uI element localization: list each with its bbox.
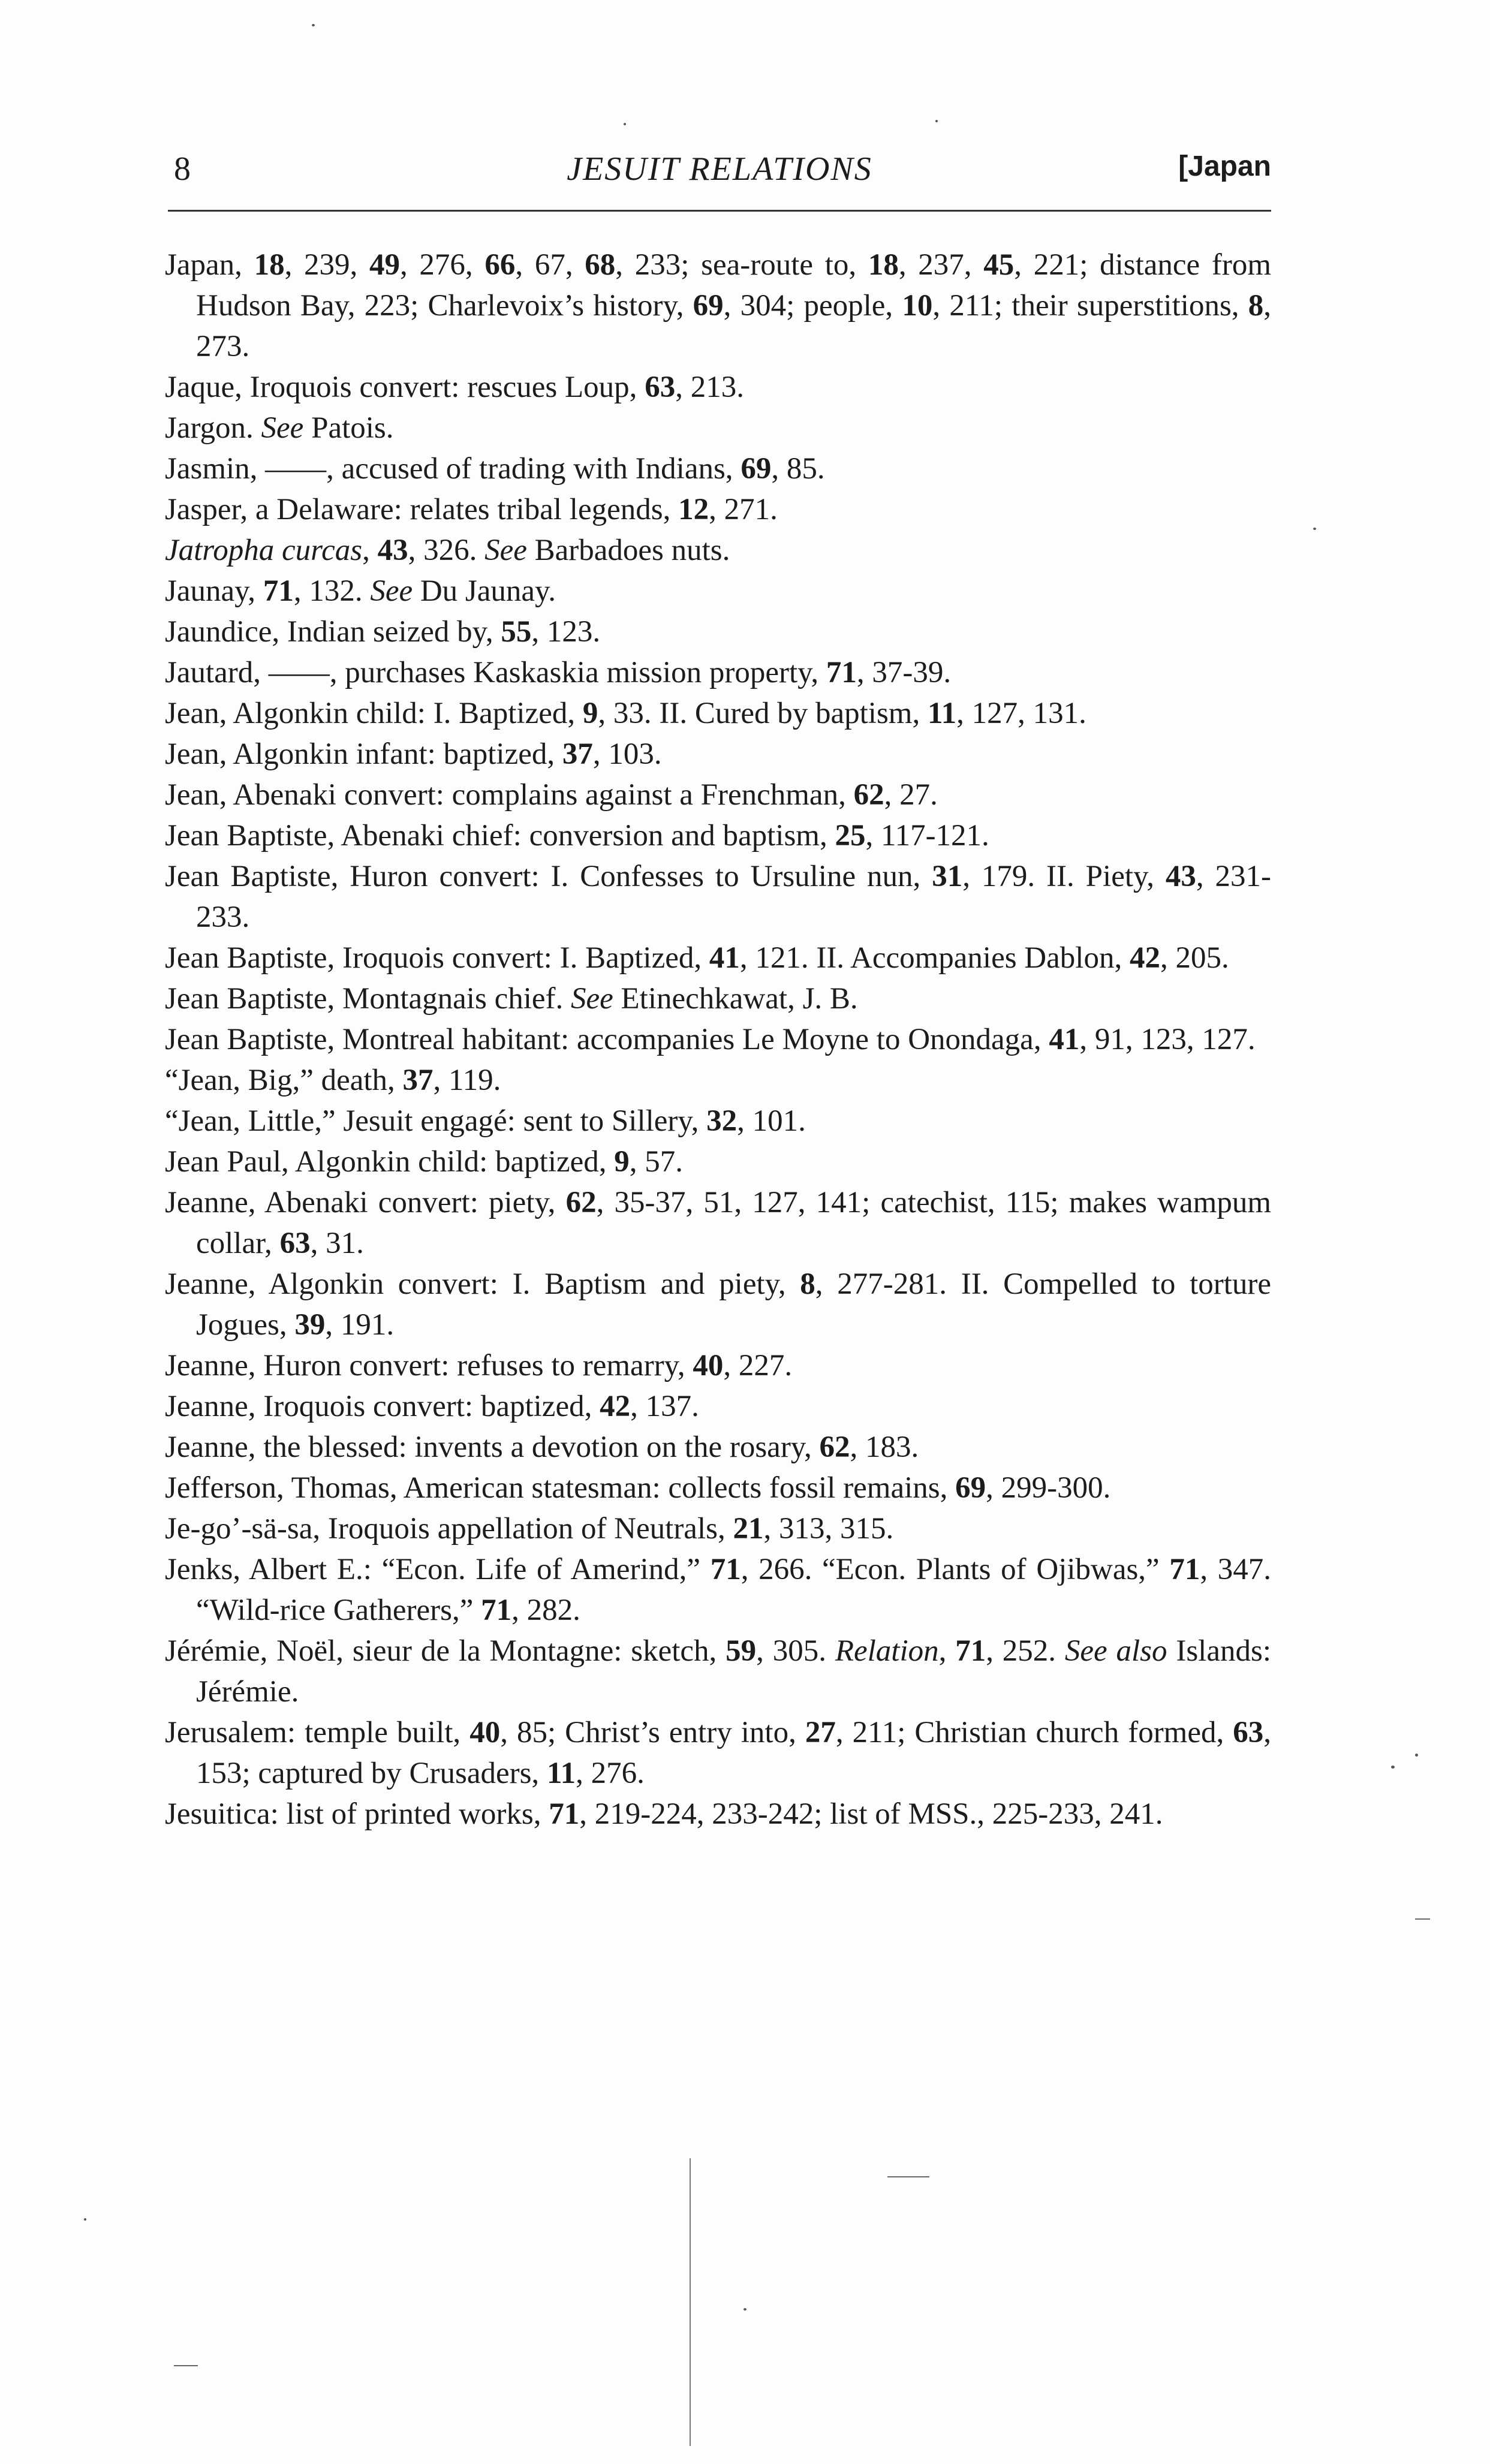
entry-text: , 35-37, 51, 127, 141; catechist, 115; makes wampum collar,: [196, 1186, 1271, 1260]
volume-number: 71: [710, 1553, 741, 1586]
index-entry: [165, 1631, 1271, 1712]
entry-text: , 211; their superstitions,: [932, 289, 1248, 323]
entry-text: Jeanne, Algonkin convert: I. Baptism and piety,: [165, 1267, 800, 1301]
entry-text: , 276,: [399, 248, 485, 282]
running-header: [168, 150, 1271, 198]
italic-text: See: [484, 534, 527, 567]
index-entry: [165, 1141, 1271, 1182]
running-title: JESUIT RELATIONS: [567, 150, 872, 188]
entry-text: , 101.: [737, 1104, 806, 1138]
entry-text: Jaunay,: [165, 574, 263, 608]
volume-number: 68: [585, 248, 616, 282]
entry-text: , 304; people,: [723, 289, 902, 323]
scan-crease: [690, 2158, 691, 2446]
entry-text: , 153; captured by Crusaders,: [196, 1716, 1272, 1790]
volume-number: 8: [800, 1267, 815, 1301]
index-entry: [165, 1345, 1271, 1386]
index-entry: [165, 1712, 1271, 1794]
volume-number: 62: [853, 778, 884, 812]
index-entry: [165, 612, 1271, 652]
entry-text: , 219-224, 233-242; list of MSS., 225-233, 241.: [579, 1797, 1163, 1831]
volume-number: 9: [582, 697, 598, 730]
entry-text: Jeanne, Iroquois convert: baptized,: [165, 1390, 600, 1423]
header-rule: [168, 210, 1271, 212]
italic-text: Jatropha curcas: [165, 534, 363, 567]
scan-speck: [1313, 528, 1316, 530]
entry-text: Jeanne, the blessed: invents a devotion on the rosary,: [165, 1430, 820, 1464]
volume-number: 41: [709, 941, 740, 975]
index-entry: [165, 1101, 1271, 1141]
entry-text: Jean Baptiste, Montreal habitant: accompanies Le Moyne to Onondaga,: [165, 1023, 1049, 1056]
guide-word: [Japan: [1178, 150, 1271, 182]
volume-number: 62: [565, 1186, 597, 1219]
volume-number: 71: [549, 1797, 580, 1831]
entry-text: , 282.: [511, 1594, 580, 1627]
entry-text: , 227.: [723, 1349, 793, 1382]
volume-number: 66: [484, 248, 516, 282]
volume-number: 71: [955, 1634, 986, 1668]
entry-text: , 179. II. Piety,: [962, 860, 1166, 893]
italic-text: See: [261, 411, 304, 445]
entry-text: , 127, 131.: [956, 697, 1086, 730]
scan-speck: [312, 24, 315, 26]
volume-number: 55: [501, 615, 532, 649]
scan-speck: [84, 2218, 86, 2221]
entry-text: , 239,: [284, 248, 369, 282]
entry-text: , 299-300.: [986, 1471, 1111, 1505]
entry-text: ,: [938, 1634, 956, 1668]
volume-number: 25: [835, 819, 866, 853]
entry-text: Jérémie, Noël, sieur de la Montagne: sketch,: [165, 1634, 726, 1668]
volume-number: 71: [826, 656, 857, 689]
volume-number: 11: [546, 1757, 576, 1790]
entry-text: , 121. II. Accompanies Dablon,: [739, 941, 1130, 975]
index-entry: [165, 1264, 1271, 1345]
entry-text: Jasmin, ——, accused of trading with Indians,: [165, 452, 741, 486]
entry-text: , 233; sea-route to,: [615, 248, 868, 282]
entry-text: , 119.: [433, 1064, 501, 1097]
volume-number: 42: [600, 1390, 631, 1423]
volume-number: 69: [693, 289, 724, 323]
entry-text: , 191.: [325, 1308, 395, 1342]
entry-text: Jaundice, Indian seized by,: [165, 615, 501, 649]
scan-speck: [1391, 1766, 1395, 1769]
entry-text: , 67,: [515, 248, 585, 282]
volume-number: 63: [1233, 1716, 1264, 1749]
index-entry: [165, 1794, 1271, 1835]
scan-streak: [174, 2365, 198, 2366]
italic-text: See: [571, 982, 613, 1016]
entry-text: Etinechkawat, J. B.: [613, 982, 858, 1016]
entry-text: Jasper, a Delaware: relates tribal legends,: [165, 493, 679, 526]
entry-text: , 27.: [884, 778, 938, 812]
index-entry: [165, 1019, 1271, 1060]
index-entry: [165, 448, 1271, 489]
entry-text: Jean, Abenaki convert: complains against a Frenchman,: [165, 778, 854, 812]
entry-text: , 211; Christian church formed,: [835, 1716, 1233, 1749]
page-number: 8: [174, 150, 191, 188]
entry-text: , 31.: [310, 1227, 364, 1260]
entry-text: , 313, 315.: [763, 1512, 894, 1546]
entry-text: , 91, 123, 127.: [1079, 1023, 1256, 1056]
entry-text: , 252.: [986, 1634, 1065, 1668]
volume-number: 18: [868, 248, 899, 282]
entry-text: Islands: Jérémie.: [196, 1634, 1272, 1709]
volume-number: 18: [254, 248, 285, 282]
index-entry: [165, 1386, 1271, 1427]
volume-number: 9: [614, 1145, 630, 1179]
entry-text: Jaque, Iroquois convert: rescues Loup,: [165, 370, 645, 404]
entry-text: , 271.: [709, 493, 778, 526]
entry-text: , 237,: [898, 248, 984, 282]
scan-speck: [624, 123, 626, 125]
scan-streak: [1415, 1918, 1430, 1920]
index-entry: [165, 693, 1271, 734]
index-entry: [165, 489, 1271, 530]
scan-streak: [887, 2176, 929, 2177]
entry-text: , 326.: [408, 534, 485, 567]
italic-text: See also: [1064, 1634, 1167, 1668]
entry-text: , 266. “Econ. Plants of Ojibwas,”: [741, 1553, 1170, 1586]
entry-text: Jean, Algonkin infant: baptized,: [165, 737, 562, 771]
index-entry: [165, 367, 1271, 408]
entry-text: Jefferson, Thomas, American statesman: collects fossil remains,: [165, 1471, 956, 1505]
entry-text: , 273.: [196, 289, 1271, 363]
scan-speck: [744, 2308, 746, 2311]
volume-number: 32: [706, 1104, 738, 1138]
volume-number: 69: [741, 452, 772, 486]
index-entry: [165, 938, 1271, 978]
entry-text: , 277-281. II. Compelled to torture Jogues,: [196, 1267, 1272, 1342]
entry-text: , 205.: [1160, 941, 1229, 975]
volume-number: 62: [819, 1430, 850, 1464]
index-entry: [165, 530, 1271, 571]
entry-text: , 37-39.: [856, 656, 952, 689]
entry-text: , 103.: [592, 737, 662, 771]
volume-number: 10: [902, 289, 933, 323]
entry-text: Jean Baptiste, Iroquois convert: I. Baptized,: [165, 941, 709, 975]
entry-text: Jerusalem: temple built,: [165, 1716, 470, 1749]
entry-text: , 33. II. Cured by baptism,: [598, 697, 928, 730]
index-entries: [165, 245, 1271, 1835]
entry-text: , 221; distance from Hudson Bay, 223; Charlevoix’s history,: [196, 248, 1272, 323]
entry-text: , 137.: [630, 1390, 699, 1423]
volume-number: 40: [469, 1716, 501, 1749]
entry-text: , 183.: [850, 1430, 919, 1464]
volume-number: 43: [377, 534, 408, 567]
volume-number: 39: [294, 1308, 326, 1342]
entry-text: Jean Baptiste, Huron convert: I. Confesses to Ursuline nun,: [165, 860, 932, 893]
entry-text: Japan,: [165, 248, 254, 282]
entry-text: Jean Baptiste, Abenaki chief: conversion and baptism,: [165, 819, 835, 853]
scan-speck: [935, 120, 938, 122]
volume-number: 37: [402, 1064, 434, 1097]
entry-text: , 347. “Wild-rice Gatherers,”: [196, 1553, 1271, 1627]
index-entry: [165, 978, 1271, 1019]
entry-text: Barbadoes nuts.: [526, 534, 730, 567]
index-entry: [165, 1468, 1271, 1508]
volume-number: 69: [955, 1471, 986, 1505]
index-entry: [165, 775, 1271, 815]
volume-number: 49: [369, 248, 400, 282]
index-entry: [165, 734, 1271, 775]
entry-text: , 117-121.: [865, 819, 989, 853]
entry-text: Du Jaunay.: [413, 574, 556, 608]
scan-speck: [1415, 1754, 1418, 1757]
entry-text: , 231-233.: [196, 860, 1272, 934]
entry-text: Jeanne, Abenaki convert: piety,: [165, 1186, 566, 1219]
entry-text: , 305.: [756, 1634, 835, 1668]
entry-text: , 85; Christ’s entry into,: [500, 1716, 805, 1749]
entry-text: Jenks, Albert E.: “Econ. Life of Amerind,”: [165, 1553, 711, 1586]
entry-text: Je-go’-sä-sa, Iroquois appellation of Neutrals,: [165, 1512, 733, 1546]
italic-text: See: [370, 574, 413, 608]
index-entry: [165, 1427, 1271, 1468]
entry-text: Jean Paul, Algonkin child: baptized,: [165, 1145, 615, 1179]
entry-text: , 57.: [629, 1145, 684, 1179]
index-entry: [165, 408, 1271, 448]
index-entry: [165, 815, 1271, 856]
entry-text: , 85.: [771, 452, 825, 486]
entry-text: , 213.: [675, 370, 744, 404]
entry-text: Jean Baptiste, Montagnais chief.: [165, 982, 571, 1016]
volume-number: 71: [481, 1594, 512, 1627]
volume-number: 31: [932, 860, 963, 893]
volume-number: 43: [1165, 860, 1196, 893]
entry-text: “Jean, Little,” Jesuit engagé: sent to Sillery,: [165, 1104, 707, 1138]
index-entry: [165, 1060, 1271, 1101]
volume-number: 12: [678, 493, 709, 526]
volume-number: 40: [693, 1349, 724, 1382]
entry-text: Jesuitica: list of printed works,: [165, 1797, 549, 1831]
volume-number: 11: [927, 697, 957, 730]
volume-number: 71: [1169, 1553, 1200, 1586]
index-entry: [165, 856, 1271, 938]
volume-number: 63: [279, 1227, 311, 1260]
volume-number: 8: [1248, 289, 1264, 323]
entry-text: Patois.: [303, 411, 394, 445]
index-entry: [165, 1508, 1271, 1549]
volume-number: 59: [726, 1634, 757, 1668]
volume-number: 21: [733, 1512, 764, 1546]
index-entry: [165, 652, 1271, 693]
entry-text: Jeanne, Huron convert: refuses to remarry,: [165, 1349, 693, 1382]
index-entry: [165, 245, 1271, 367]
volume-number: 45: [983, 248, 1015, 282]
entry-text: , 276.: [576, 1757, 645, 1790]
entry-text: Jean, Algonkin child: I. Baptized,: [165, 697, 583, 730]
entry-text: Jautard, ——, purchases Kaskaskia mission property,: [165, 656, 826, 689]
volume-number: 42: [1129, 941, 1160, 975]
italic-text: Relation: [835, 1634, 939, 1668]
entry-text: Jargon.: [165, 411, 261, 445]
entry-text: , 123.: [531, 615, 601, 649]
entry-text: ,: [362, 534, 378, 567]
volume-number: 41: [1049, 1023, 1080, 1056]
volume-number: 37: [562, 737, 593, 771]
volume-number: 63: [645, 370, 676, 404]
volume-number: 71: [263, 574, 294, 608]
index-entry: [165, 1182, 1271, 1264]
index-entry: [165, 1549, 1271, 1631]
index-entry: [165, 571, 1271, 612]
entry-text: “Jean, Big,” death,: [165, 1064, 403, 1097]
volume-number: 27: [805, 1716, 836, 1749]
entry-text: , 132.: [293, 574, 371, 608]
